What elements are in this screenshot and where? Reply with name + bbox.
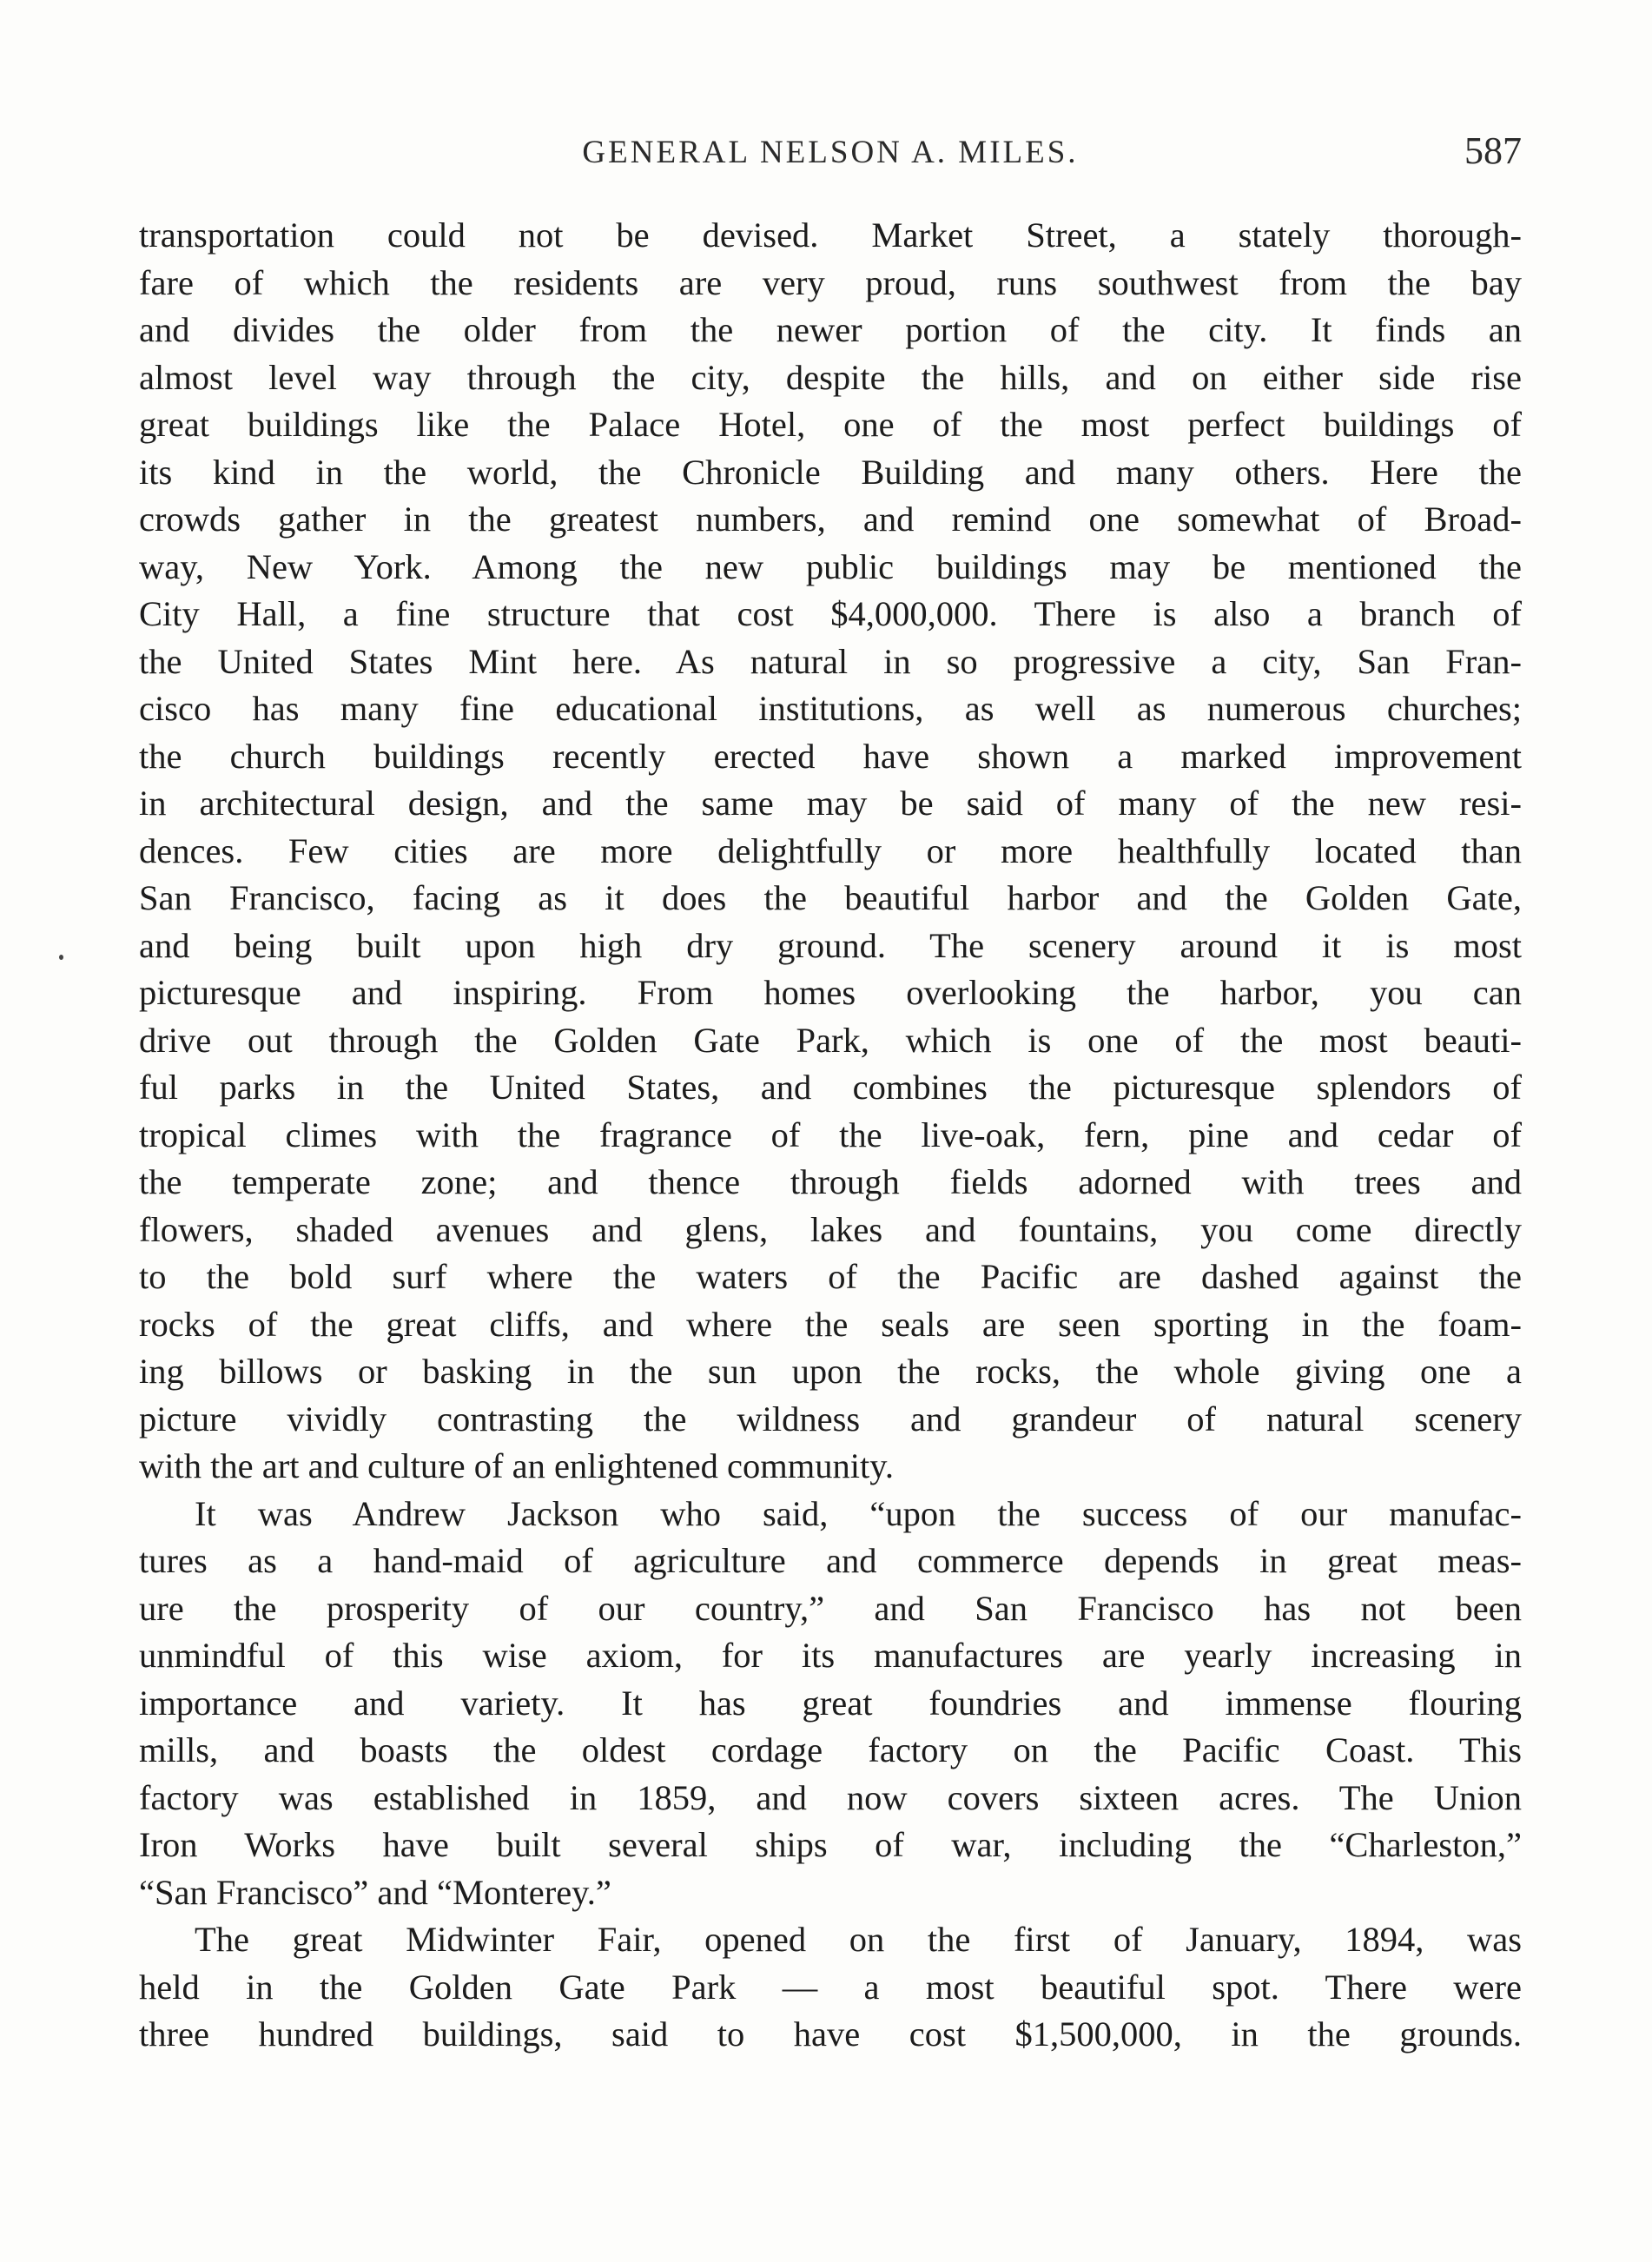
text-line: transportation could not be devised. Market Street, a stately thorough- — [139, 215, 1522, 255]
text-line: the United States Mint here. As natural in so progressive a city, San Fran- — [139, 641, 1522, 681]
text-line: picture vividly contrasting the wildness and grandeur of natural scenery — [139, 1399, 1522, 1439]
text-line: San Francisco, facing as it does the beautiful harbor and the Golden Gate, — [139, 878, 1522, 917]
text-line: the church buildings recently erected have shown a marked improvement — [139, 736, 1522, 776]
text-line: tropical climes with the fragrance of the live-oak, fern, pine and cedar of — [139, 1114, 1522, 1154]
text-line: mills, and boasts the oldest cordage factory on the Pacific Coast. This — [139, 1730, 1522, 1769]
text-line: The great Midwinter Fair, opened on the first of January, 1894, was — [195, 1920, 1522, 1959]
running-title: GENERAL NELSON A. MILES. — [582, 135, 1079, 170]
page-number: 587 — [1464, 129, 1522, 172]
text-line: factory was established in 1859, and now covers sixteen acres. The Union — [139, 1777, 1522, 1817]
text-line: held in the Golden Gate Park — a most beautiful spot. There were — [139, 1967, 1522, 2007]
body-text — [139, 212, 1522, 2059]
text-line: the temperate zone; and thence through fields adorned with trees and — [139, 1162, 1522, 1201]
text-line: City Hall, a fine structure that cost $4,000,000. There is also a branch of — [139, 594, 1522, 633]
text-line: great buildings like the Palace Hotel, one of the most perfect buildings of — [139, 405, 1522, 444]
text-line: fare of which the residents are very proud, runs southwest from the bay — [139, 262, 1522, 302]
text-line: ure the prosperity of our country,” and San Francisco has not been — [139, 1588, 1522, 1628]
text-line: cisco has many fine educational institutions, as well as numerous churches; — [139, 689, 1522, 728]
running-head — [139, 129, 1522, 181]
text-line: almost level way through the city, despite the hills, and on either side rise — [139, 357, 1522, 397]
ink-speck — [59, 955, 63, 960]
text-line: Iron Works have built several ships of war, including the “Charleston,” — [139, 1825, 1522, 1864]
text-line: picturesque and inspiring. From homes overlooking the harbor, you can — [139, 973, 1522, 1012]
text-line: and being built upon high dry ground. The scenery around it is most — [139, 925, 1522, 965]
text-line: way, New York. Among the new public buildings may be mentioned the — [139, 546, 1522, 586]
text-line: flowers, shaded avenues and glens, lakes and fountains, you come directly — [139, 1209, 1522, 1249]
text-line: ful parks in the United States, and combines the picturesque splendors of — [139, 1068, 1522, 1107]
paragraph — [139, 212, 1522, 1491]
paragraph — [139, 1491, 1522, 1917]
text-line: to the bold surf where the waters of the Pacific are dashed against the — [139, 1257, 1522, 1296]
text-line: unmindful of this wise axiom, for its manufactures are yearly increasing in — [139, 1636, 1522, 1675]
text-line: in architectural design, and the same may be said of many of the new resi- — [139, 784, 1522, 823]
text-line: rocks of the great cliffs, and where the seals are seen sporting in the foam- — [139, 1304, 1522, 1344]
paragraph — [139, 1916, 1522, 2059]
text-line: dences. Few cities are more delightfully or more healthfully located than — [139, 830, 1522, 870]
text-line: tures as a hand-maid of agriculture and commerce depends in great meas- — [139, 1541, 1522, 1580]
text-line: “San Francisco” and “Monterey.” — [139, 1872, 611, 1912]
text-line: and divides the older from the newer portion of the city. It finds an — [139, 310, 1522, 349]
text-line: its kind in the world, the Chronicle Building and many others. Here the — [139, 452, 1522, 492]
text-line: It was Andrew Jackson who said, “upon the success of our manufac- — [195, 1493, 1522, 1533]
text-line: crowds gather in the greatest numbers, and remind one somewhat of Broad- — [139, 499, 1522, 539]
text-line: three hundred buildings, said to have cost $1,500,000, in the grounds. — [139, 2014, 1522, 2054]
text-line: importance and variety. It has great foundries and immense flouring — [139, 1683, 1522, 1723]
text-line: ing billows or basking in the sun upon the rocks, the whole giving one a — [139, 1352, 1522, 1391]
text-line: drive out through the Golden Gate Park, which is one of the most beauti- — [139, 1020, 1522, 1060]
text-line: with the art and culture of an enlightened community. — [139, 1446, 894, 1485]
